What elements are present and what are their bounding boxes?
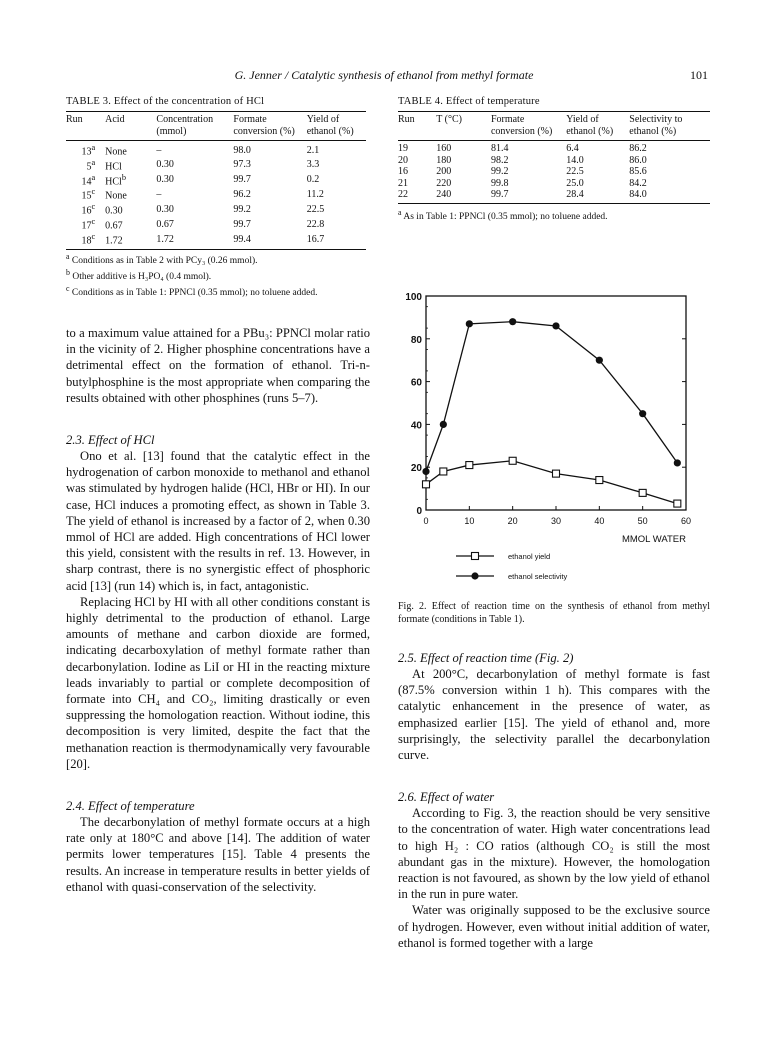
table3-col-conversion: Formate conversion (%) (233, 112, 306, 141)
table3-col-run: Run (66, 112, 105, 141)
data-point-selectivity (422, 468, 429, 475)
data-point-selectivity (596, 357, 603, 364)
legend-marker-yield (472, 553, 479, 560)
data-point-yield (553, 470, 560, 477)
paragraph-temperature: The decarbonylation of methyl formate occurs at a high rate only at 180°C and above [14]. The addition of water permits lower temperatures [15]. Table 4 presents the results. An increase in temperature results in better yields of ethanol with quasi-conservation of the selectivity. (66, 815, 370, 894)
figure-2 (396, 284, 716, 594)
x-axis-label: MMOL WATER (621, 534, 686, 545)
table3-footnote-b: $^b$ Other additive is H₃PO₄ (0.4 mmol). (66, 267, 212, 282)
x-tick-label: 10 (464, 516, 475, 526)
data-point-yield (639, 489, 646, 496)
series-line-yield (426, 461, 677, 504)
table3-row: 15$^c$ None – 96.2 11.2 (81, 187, 324, 202)
x-tick-label: 20 (507, 516, 518, 526)
table4-row: 22 240 99.7 28.4 84.0 (398, 189, 647, 200)
y-tick-label: 80 (410, 334, 422, 346)
table3 (66, 111, 366, 250)
legend-label: ethanol yield (508, 552, 551, 561)
x-tick-label: 50 (637, 516, 648, 526)
table4-footnote: $^a$ As in Table 1: PPNCl (0.35 mmol); no toluene added. (398, 207, 608, 222)
running-title: G. Jenner / Catalytic synthesis of ethanol from methyl formate (234, 68, 534, 82)
table3-footnote-a: $^a$ Conditions as in Table 2 with PCy₃ (0.26 mmol). (66, 251, 258, 266)
paragraph-water-2: Water was originally supposed to be the exclusive source of hydrogen. However, even without initial addition of water, ethanol is formed together with a large (398, 903, 710, 950)
table3-footnotes (66, 252, 366, 300)
table4-row: 21 220 99.8 25.0 84.2 (398, 177, 647, 189)
table3-row: 14$^a$ HCl$^b$ 0.30 99.7 0.2 (81, 172, 320, 187)
data-point-selectivity (466, 320, 473, 327)
table3-block (66, 96, 366, 300)
left-column (66, 325, 370, 895)
legend-label: ethanol selectivity (508, 572, 568, 581)
paragraph-reaction-time: At 200°C, decarbonylation of methyl formate is fast (87.5% conversion within 1 h). This compares with the catalytic enhancement in the presence of water, as emphasized earlier [15]. The yield of ethanol and, more surprisingly, the selectivity parallel the decarbonylation curve. (398, 667, 710, 763)
table3-col-yield: Yield of ethanol (%) (307, 112, 366, 141)
table3-row: 17$^c$ 0.67 0.67 99.7 22.8 (81, 217, 325, 232)
legend-marker-selectivity (471, 572, 478, 579)
x-tick-label: 30 (550, 516, 562, 526)
section-2-3-heading: 2.3. Effect of HCl (66, 433, 155, 448)
y-tick-label: 20 (410, 463, 422, 475)
y-tick-label: 100 (405, 292, 422, 303)
paragraph-hcl-2: Replacing HCl by HI with all other conditions constant is highly detrimental to the production of ethanol. Large amounts of methane and carbon dioxide are formed, indicating decarboxylation of methyl formate rather than decarbonylation. Iodine as LiI or HI in the reacting mixture leads invariably to partial or complete decomposition of formate into CH₄ and CO₂, limiting drastically or even suppressing the homologation reaction. Without iodine, this decomposition is very limited, despite the fact that the methanation reaction is thermodynamically very favourable [20]. (66, 594, 370, 771)
paragraph-phosphine: to a maximum value attained for a PBu₃: PPNCl molar ratio in the vicinity of 2. Higher phosphine concentrations have a detrimental effect on the formation of ethanol. Tri-n-butylphosphine is the most appropriate when comparing the results obtained with other phosphines (runs 5–7). (66, 326, 370, 405)
table3-col-acid: Acid (105, 112, 156, 141)
data-point-yield (596, 477, 603, 484)
paragraph-hcl-1: Ono et al. [13] found that the catalytic effect in the hydrogenation of carbon monoxide to methanol and ethanol was stimulated by hydrogen halide (HCl, HBr or HI). In our case, HCl induces a promoting effect, as shown in Table 3. The yield of ethanol is increased by a factor of 2, when 0.30 mmol of HCl are added. High concentrations of HCl lower this yield, consistent with the results in ref. 13. However, in sharp contrast, there is no synergistic effect of phosphoric acid [13] (run 14) which is, in fact, antagonistic. (66, 449, 370, 593)
data-point-selectivity (639, 410, 646, 417)
y-tick-label: 60 (410, 377, 422, 389)
table3-row: 18$^c$ 1.72 1.72 99.4 16.7 (81, 231, 325, 247)
table3-row: 16$^c$ 0.30 0.30 99.2 22.5 (81, 202, 325, 217)
data-point-yield (674, 500, 681, 507)
table3-row: 13$^a$ None – 98.0 2.1 (81, 143, 320, 158)
data-point-selectivity (440, 421, 447, 428)
page-number: 101 (690, 68, 708, 82)
series-line-selectivity (426, 322, 677, 472)
data-point-yield (440, 468, 447, 475)
figure-2-caption: Fig. 2. Effect of reaction time on the synthesis of ethanol from methyl formate (conditions in Table 1). (398, 601, 710, 625)
fig2-chart (396, 284, 716, 594)
table4-row: 19 160 81.4 6.4 86.2 (398, 143, 647, 154)
table4-col-conversion: Formate conversion (%) (491, 112, 566, 141)
section-2-6-heading: 2.6. Effect of water (398, 790, 495, 805)
table3-footnote-c: $^c$ Conditions as in Table 1: PPNCl (0.35 mmol); no toluene added. (66, 283, 318, 298)
section-2-5-heading: 2.5. Effect of reaction time (Fig. 2) (398, 651, 574, 665)
data-point-selectivity (674, 459, 681, 466)
table3-col-concentration: Concentration (mmol) (156, 112, 233, 141)
table4-row: 20 180 98.2 14.0 86.0 (398, 154, 647, 166)
table4-caption: TABLE 4. Effect of temperature (398, 96, 540, 107)
table4 (398, 111, 710, 204)
y-tick-label: 0 (416, 506, 422, 517)
table4-col-run: Run (398, 112, 436, 141)
table4-row: 16 200 99.2 22.5 85.6 (398, 166, 647, 177)
x-tick-label: 40 (594, 516, 605, 526)
data-point-selectivity (509, 318, 516, 325)
right-column (398, 650, 710, 951)
y-tick-label: 40 (410, 420, 422, 432)
paragraph-water-1: According to Fig. 3, the reaction should be very sensitive to the concentration of water. High water concentrations lead to high H₂ : CO ratios (although CO₂ is still the most abundant gas in the mixture). However, the homologation reaction is not favoured, as shown by the low yield of ethanol in the run in pure water. (398, 806, 710, 902)
table3-caption: TABLE 3. Effect of the concentration of HCl (66, 96, 265, 107)
table3-row: 5$^a$ HCl 0.30 97.3 3.3 (86, 157, 320, 173)
table4-col-yield: Yield of ethanol (%) (566, 112, 629, 141)
x-tick-label: 60 (680, 516, 692, 526)
section-2-4-heading: 2.4. Effect of temperature (66, 799, 195, 814)
data-point-selectivity (552, 322, 559, 329)
table4-col-selectivity: Selectivity to ethanol (%) (629, 112, 710, 141)
data-point-yield (509, 457, 516, 464)
table4-block (398, 96, 710, 223)
data-point-yield (423, 481, 430, 488)
table4-col-temperature: T (°C) (436, 112, 491, 141)
data-point-yield (466, 462, 473, 469)
x-tick-label: 0 (423, 516, 429, 526)
